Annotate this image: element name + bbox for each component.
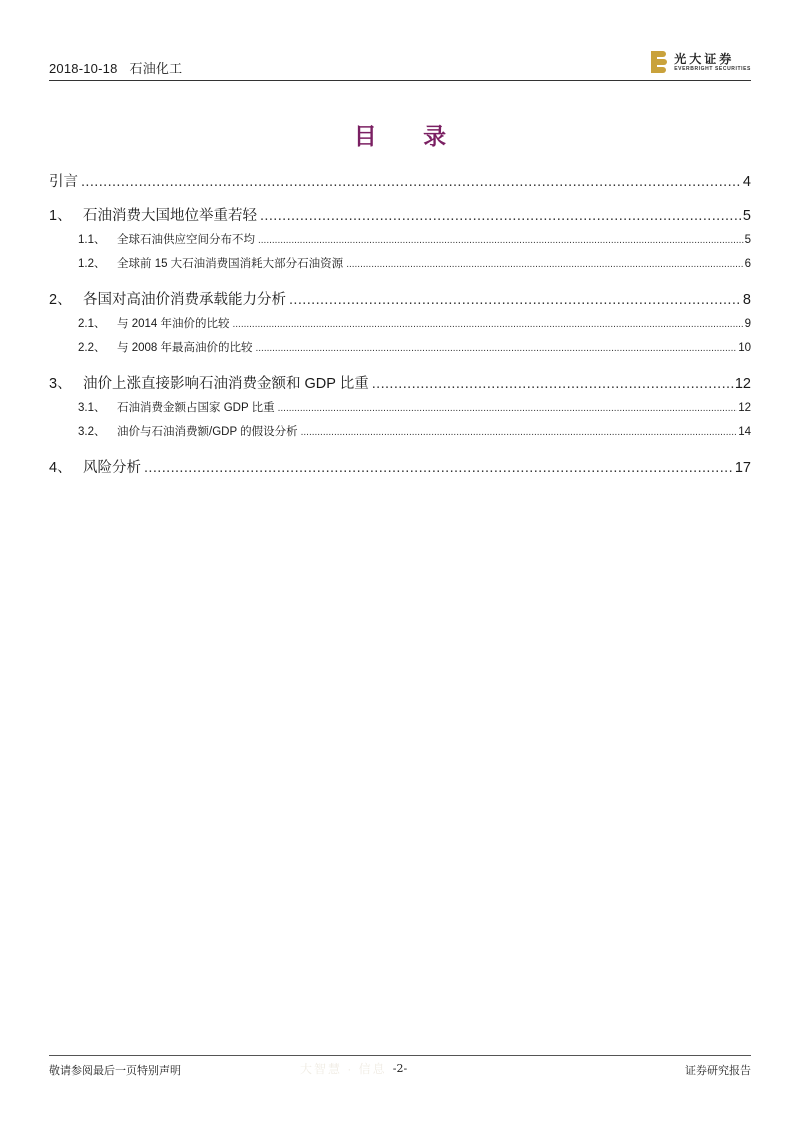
toc-number: 2.2、: [78, 342, 106, 354]
header-info: [49, 58, 182, 77]
toc-leader: [278, 396, 738, 421]
toc-entry-1[interactable]: [49, 204, 751, 228]
toc-leader: [255, 336, 737, 361]
toc-leader: [144, 456, 734, 480]
disclaimer-note: 敬请参阅最后一页特别声明: [49, 1064, 181, 1077]
toc-page: 5: [744, 234, 751, 246]
toc-label: 油价上涨直接影响石油消费金额和 GDP 比重: [83, 376, 369, 392]
toc-page: 10: [738, 342, 751, 354]
toc-label: 油价与石油消费额/GDP 的假设分析: [117, 426, 298, 438]
report-date: 2018-10-18: [49, 61, 118, 76]
toc-label: 引言: [49, 174, 78, 190]
toc-page: 17: [734, 460, 751, 476]
toc-page: 6: [744, 258, 751, 270]
toc-label: 石油消费大国地位举重若轻: [83, 208, 257, 224]
toc-number: 2.1、: [78, 318, 106, 330]
toc-entry-3-1[interactable]: [49, 396, 751, 420]
toc-leader: [260, 204, 742, 228]
toc-entry-4[interactable]: [49, 456, 751, 480]
toc-number: 1、: [49, 208, 72, 224]
page-header: [49, 44, 751, 81]
toc-leader: [372, 372, 734, 396]
toc-leader: [81, 170, 742, 194]
toc-number: 3、: [49, 376, 72, 392]
toc-label: 全球前 15 大石油消费国消耗大部分石油资源: [117, 258, 344, 270]
toc-label: 石油消费金额占国家 GDP 比重: [117, 402, 275, 414]
report-type: 证券研究报告: [685, 1064, 751, 1077]
toc-number: 1.1、: [78, 234, 106, 246]
toc-page: 4: [742, 174, 751, 190]
logo-english-name: EVERBRIGHT SECURITIES: [674, 65, 751, 72]
toc-label: 与 2014 年油价的比较: [117, 318, 230, 330]
watermark-text: 大智慧 · 信息: [300, 1062, 387, 1076]
toc-leader: [258, 228, 744, 253]
table-of-contents: [49, 170, 751, 480]
toc-entry-3-2[interactable]: [49, 420, 751, 444]
toc-number: 4、: [49, 460, 72, 476]
toc-label: 各国对高油价消费承载能力分析: [83, 292, 286, 308]
toc-number: 3.2、: [78, 426, 106, 438]
toc-page: 14: [738, 426, 751, 438]
toc-entry-2[interactable]: [49, 288, 751, 312]
toc-entry-2-2[interactable]: [49, 336, 751, 360]
toc-leader: [301, 420, 738, 445]
report-sector: 石油化工: [129, 61, 183, 76]
toc-entry-1-1[interactable]: [49, 228, 751, 252]
toc-entry-1-2[interactable]: [49, 252, 751, 276]
toc-entry-3[interactable]: [49, 372, 751, 396]
toc-leader: [289, 288, 742, 312]
everbright-logo: [651, 48, 751, 76]
page-footer: [49, 1055, 751, 1086]
toc-leader: [346, 252, 743, 277]
page-number: -2-: [392, 1062, 408, 1075]
toc-leader: [232, 312, 743, 337]
toc-page: 9: [744, 318, 751, 330]
toc-title: 目 录: [353, 123, 467, 149]
toc-page: 5: [742, 208, 751, 224]
logo-chinese-name: 光大证券: [674, 51, 735, 66]
toc-page: 12: [738, 402, 751, 414]
logo-text: [674, 52, 751, 73]
toc-number: 3.1、: [78, 402, 106, 414]
toc-label: 风险分析: [83, 460, 141, 476]
toc-page: 8: [742, 292, 751, 308]
toc-label: 与 2008 年最高油价的比较: [117, 342, 253, 354]
toc-entry-2-1[interactable]: [49, 312, 751, 336]
toc-number: 2、: [49, 292, 72, 308]
toc-number: 1.2、: [78, 258, 106, 270]
toc-page: 12: [734, 376, 751, 392]
toc-label: 全球石油供应空间分布不均: [117, 234, 255, 246]
logo-mark-icon: [651, 51, 667, 73]
toc-entry-intro[interactable]: [49, 170, 751, 194]
